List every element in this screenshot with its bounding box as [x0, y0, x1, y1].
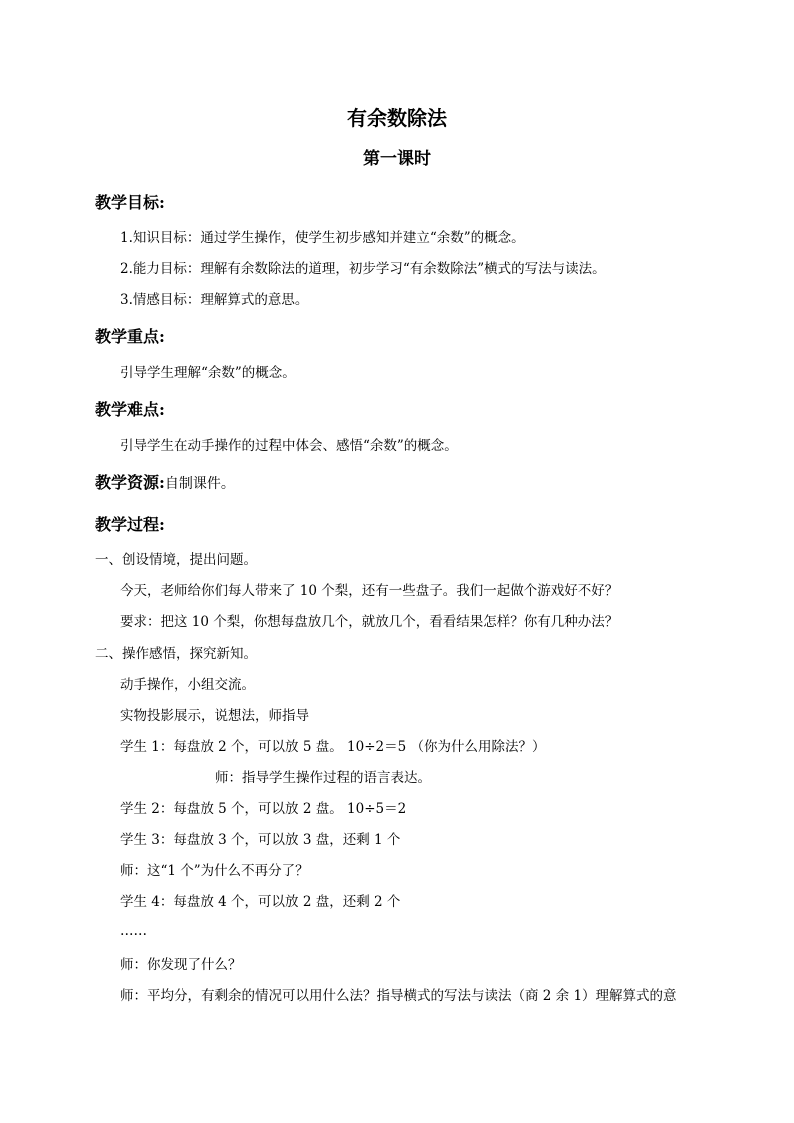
section1-title: 一、创设情境，提出问题。: [95, 552, 257, 568]
document-subtitle: 第一课时: [363, 149, 431, 169]
section2-line-5: 学生 2：每盘放 5 个，可以放 2 盘。 10÷5＝2: [120, 801, 407, 817]
objective-item-3: 3.情感目标：理解算式的意思。: [120, 292, 309, 308]
section2-line-10: 师：你发现了什么？: [120, 957, 242, 973]
section1-line-1: 今天，老师给你们每人带来了 10 个梨，还有一些盘子。我们一起做个游戏好不好？: [120, 583, 619, 599]
section2-line-11: 师：平均分，有剩余的情况可以用什么法？指导横式的写法与读法（商 2 余 1）理解算式的意: [120, 988, 677, 1004]
section2-line-3: 学生 1：每盘放 2 个，可以放 5 盘。 10÷2＝5 （你为什么用除法？）: [120, 739, 546, 755]
resources-heading: [95, 472, 235, 495]
process-heading: 教学过程:: [95, 515, 165, 534]
resources-text: 自制课件。: [164, 476, 235, 492]
difficulties-text: 引导学生在动手操作的过程中体会、感悟“余数”的概念。: [120, 438, 458, 454]
section2-line-1: 动手操作，小组交流。: [120, 677, 255, 693]
section2-line-4: 师：指导学生操作过程的语言表达。: [215, 770, 431, 786]
section1-line-2: 要求：把这 10 个梨，你想每盘放几个，就放几个，看看结果怎样？你有几种办法？: [120, 614, 619, 630]
section2-line-6: 学生 3：每盘放 3 个，可以放 3 盘，还剩 1 个: [120, 832, 401, 848]
difficulties-heading: 教学难点:: [95, 400, 165, 419]
objective-item-1: 1.知识目标：通过学生操作，使学生初步感知并建立“余数”的概念。: [120, 230, 525, 246]
section2-line-8: 学生 4：每盘放 4 个，可以放 2 盘，还剩 2 个: [120, 894, 401, 910]
key-points-heading: 教学重点:: [95, 327, 165, 346]
objective-item-2: 2.能力目标：理解有余数除法的道理，初步学习“有余数除法”横式的写法与读法。: [120, 261, 606, 277]
document-title: 有余数除法: [347, 106, 447, 130]
section2-line-2: 实物投影展示，说想法，师指导: [120, 708, 309, 724]
section2-line-9: ……: [120, 923, 147, 939]
section2-title: 二、操作感悟，探究新知。: [95, 646, 257, 662]
resources-heading-label: 教学资源:: [95, 473, 165, 492]
objectives-heading: 教学目标:: [95, 193, 165, 212]
key-points-text: 引导学生理解“余数”的概念。: [120, 365, 296, 381]
section2-line-7: 师：这“1 个”为什么不再分了？: [120, 863, 309, 879]
